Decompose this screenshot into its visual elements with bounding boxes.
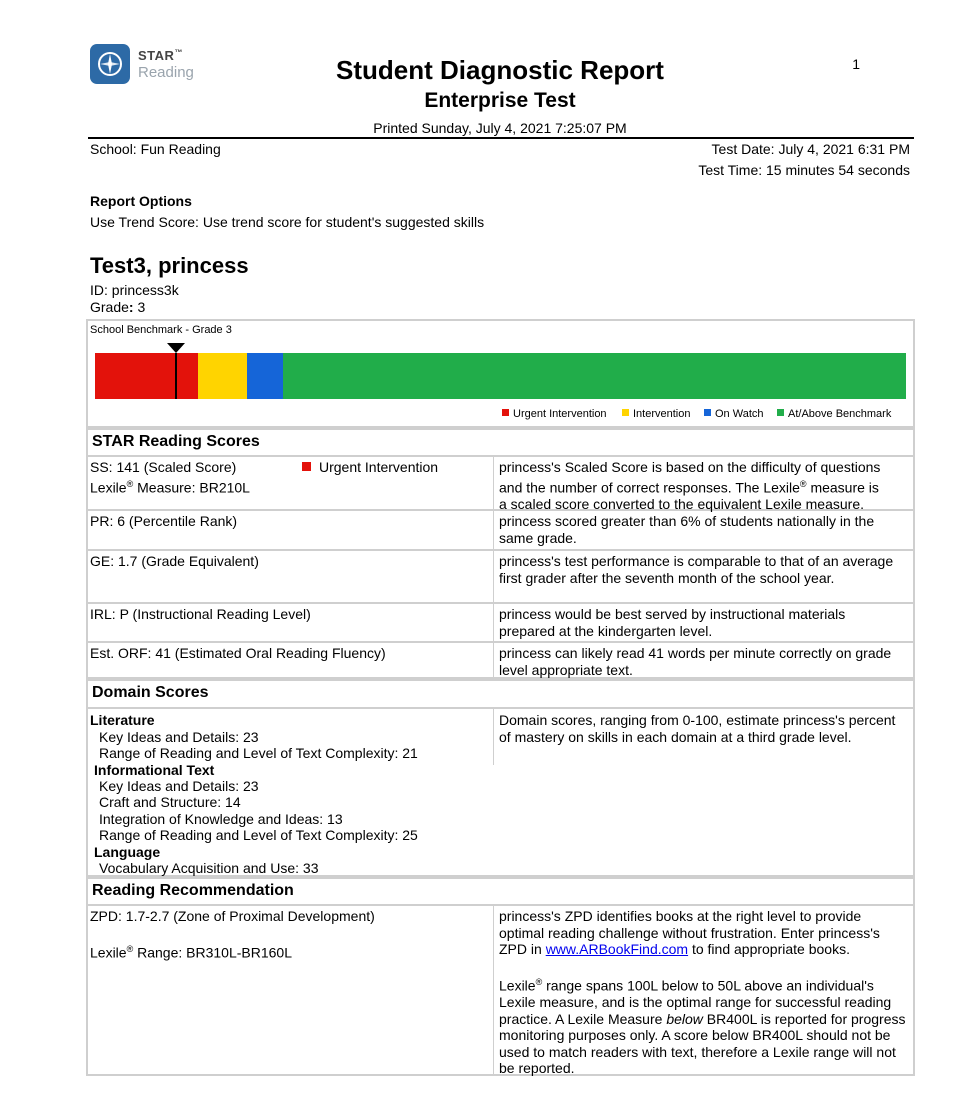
zpd-range: ZPD: 1.7-2.7 (Zone of Proximal Development)	[90, 908, 375, 924]
domain-description: Domain scores, ranging from 0-100, estimate princess's percent of mastery on skills in each domain at a third grade level.	[499, 712, 896, 745]
lexile-measure: Lexile® Measure: BR210L	[90, 479, 250, 496]
domain-heading: Domain Scores	[86, 679, 915, 709]
logo-text-star: STAR™	[138, 48, 183, 63]
report-title: Student Diagnostic Report	[336, 55, 664, 85]
domain-informational: Informational Text	[94, 762, 215, 778]
report-subtitle: Enterprise Test	[424, 89, 576, 112]
on-watch-band	[247, 353, 283, 399]
score-marker-line	[175, 353, 177, 399]
legend-at-above: At/Above Benchmark	[777, 408, 891, 420]
page-number: 1	[852, 56, 860, 72]
urgent-intervention-band	[95, 353, 198, 399]
header-rule	[88, 137, 914, 139]
zpd-description: princess's ZPD identifies books at the right level to provide optimal reading challenge without frustration. Enter princess's ZPD in www.ARBookFind.com to find appropriate books.	[499, 908, 880, 957]
student-name: Test3, princess	[90, 253, 249, 278]
school-name: School: Fun Reading	[90, 141, 221, 157]
recommendation-divider	[493, 906, 494, 1076]
instructional-reading-level: IRL: P (Instructional Reading Level)	[90, 606, 311, 622]
legend-intervention: Intervention	[622, 408, 690, 420]
row-divider	[86, 641, 915, 643]
student-grade: Grade: 3	[90, 299, 146, 315]
intervention-band	[198, 353, 247, 399]
scores-divider	[493, 457, 494, 679]
oral-reading-fluency: Est. ORF: 41 (Estimated Oral Reading Fluency)	[90, 645, 386, 661]
scaled-score-description: princess's Scaled Score is based on the difficulty of questions and the number of correct responses. The Lexile® measure is a scaled score converted to the equivalent Lexile measure.	[499, 459, 881, 512]
domain-literature: Literature	[90, 712, 155, 728]
row-divider	[86, 602, 915, 604]
at-above-benchmark-band	[283, 353, 906, 399]
report-options-heading: Report Options	[90, 193, 192, 209]
printed-date: Printed Sunday, July 4, 2021 7:25:07 PM	[373, 120, 627, 136]
logo-text-reading: Reading	[138, 64, 194, 81]
lexile-range-description: Lexile® range spans 100L below to 50L above an individual's Lexile measure, and is the optimal range for successful reading practice. A Lexile Measure below BR400L is reported for progress monitoring purposes only. A score below BR400L should not be used to match readers with text, therefore a Lexile range will not be reported.	[499, 977, 906, 1077]
lexile-range: Lexile® Range: BR310L-BR160L	[90, 944, 293, 961]
legend-on-watch: On Watch	[704, 408, 764, 420]
arbookfind-link[interactable]: www.ARBookFind.com	[545, 941, 689, 957]
domain-item: Range of Reading and Level of Text Complexity: 25	[99, 827, 418, 843]
domain-item: Integration of Knowledge and Ideas: 13	[99, 811, 343, 827]
domain-item: Range of Reading and Level of Text Complexity: 21	[99, 745, 418, 761]
legend-urgent: Urgent Intervention	[502, 408, 607, 420]
score-category: Urgent Intervention	[302, 459, 438, 476]
domain-language: Language	[94, 844, 161, 860]
domain-divider	[493, 709, 494, 765]
orf-description: princess can likely read 41 words per minute correctly on grade level appropriate text.	[499, 645, 892, 678]
test-time: Test Time: 15 minutes 54 seconds	[698, 162, 910, 178]
irl-description: princess would be best served by instructional materials prepared at the kindergarten level.	[499, 606, 846, 639]
grade-equivalent: GE: 1.7 (Grade Equivalent)	[90, 553, 259, 569]
scaled-score: SS: 141 (Scaled Score)	[90, 459, 237, 475]
percentile-rank-description: princess scored greater than 6% of students nationally in the same grade.	[499, 513, 875, 546]
domain-item: Vocabulary Acquisition and Use: 33	[99, 860, 319, 876]
score-marker-triangle-icon	[167, 343, 185, 353]
percentile-rank: PR: 6 (Percentile Rank)	[90, 513, 238, 529]
recommendation-heading: Reading Recommendation	[86, 877, 915, 906]
student-id: ID: princess3k	[90, 282, 179, 298]
row-divider	[86, 549, 915, 551]
grade-equivalent-description: princess's test performance is comparable to that of an average first grader after the seventh month of the school year.	[499, 553, 894, 586]
benchmark-title: School Benchmark - Grade 3	[90, 324, 232, 336]
domain-item: Craft and Structure: 14	[99, 794, 241, 810]
domain-item: Key Ideas and Details: 23	[99, 778, 259, 794]
test-date: Test Date: July 4, 2021 6:31 PM	[711, 141, 910, 157]
report-options-text: Use Trend Score: Use trend score for student's suggested skills	[90, 214, 485, 230]
domain-item: Key Ideas and Details: 23	[99, 729, 259, 745]
scores-heading: STAR Reading Scores	[86, 428, 915, 457]
